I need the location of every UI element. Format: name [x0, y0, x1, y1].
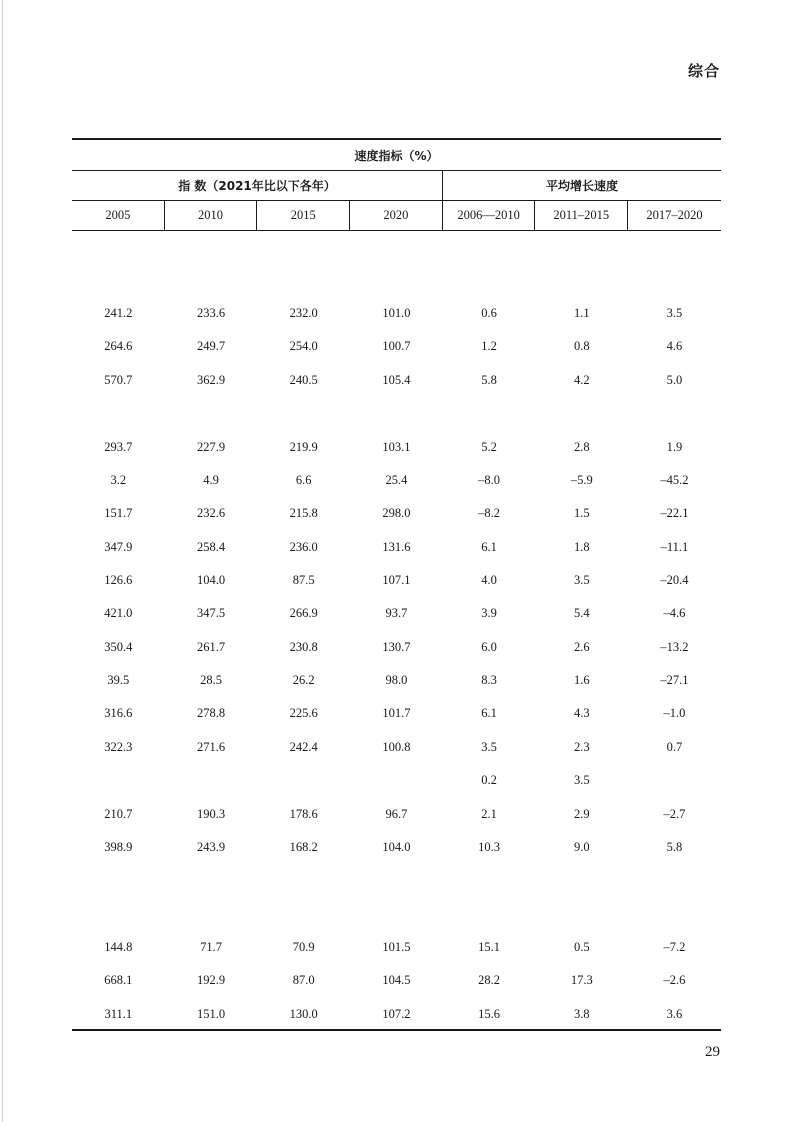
table-cell: 241.2 [104, 305, 133, 320]
table-row [72, 937, 721, 957]
table-cell: 101.7 [382, 705, 411, 720]
table-cell: 227.9 [196, 439, 226, 454]
page-edge-line [2, 0, 3, 1122]
table-cell: 4.6 [666, 338, 683, 353]
table-cell: 1.2 [481, 338, 497, 353]
table-cell: 100.8 [382, 739, 411, 754]
table-cell: 264.6 [104, 338, 133, 353]
table-cell: 28.2 [478, 972, 501, 987]
table-cell: 71.7 [200, 939, 222, 954]
table-cell: 87.5 [292, 572, 315, 587]
table-cell: 190.3 [196, 806, 226, 821]
table-cell: 6.1 [481, 705, 497, 720]
table-cell: 3.9 [481, 605, 497, 620]
growth-group-header: 平均增长速度 [545, 179, 618, 193]
table-row [72, 437, 721, 457]
table-cell: 668.1 [104, 972, 133, 987]
table-cell: 3.8 [573, 1006, 590, 1021]
table-cell: 3.2 [110, 472, 127, 487]
table-cell: 0.8 [573, 338, 590, 353]
column-group-row [72, 171, 721, 201]
table-row [72, 603, 721, 623]
table-row [72, 336, 721, 356]
table-cell: 6.1 [481, 539, 497, 554]
table-cell: 322.3 [104, 739, 133, 754]
table-title: 速度指标（%） [72, 140, 721, 171]
section-label: 综合 [687, 62, 720, 80]
table-cell [350, 770, 443, 790]
table-cell: 3.6 [666, 1006, 683, 1021]
table-cell: 126.6 [104, 572, 133, 587]
table-cell: 5.0 [666, 372, 683, 387]
column-header: 2020 [350, 201, 443, 230]
table-cell: 232.6 [196, 505, 226, 520]
table-cell: –8.2 [478, 505, 501, 520]
table-cell: 316.6 [104, 705, 133, 720]
index-group-header: 指 数（2021年比以下各年） [72, 171, 443, 200]
table-cell: 347.9 [104, 539, 133, 554]
table-cell: 6.0 [481, 639, 497, 654]
table-cell: 100.7 [382, 338, 411, 353]
table-cell: 3.5 [666, 305, 683, 320]
table-cell: 3.5 [481, 739, 497, 754]
table-cell: 240.5 [289, 372, 318, 387]
table-cell: 261.7 [196, 639, 226, 654]
table-cell: 130.0 [289, 1006, 318, 1021]
table-cell: 101.5 [382, 939, 411, 954]
table-cell: 347.5 [196, 605, 226, 620]
table-cell: 271.6 [196, 739, 226, 754]
table-row [72, 804, 721, 824]
table-cell: 151.7 [104, 505, 133, 520]
table-cell: 4.3 [573, 705, 590, 720]
table-cell: 168.2 [289, 839, 318, 854]
table-cell: 5.2 [481, 439, 497, 454]
table-cell: 104.0 [382, 839, 411, 854]
table-cell: 5.4 [573, 605, 590, 620]
table-cell: 570.7 [104, 372, 133, 387]
table-cell: 105.4 [382, 372, 411, 387]
table-row [72, 770, 721, 790]
table-cell: 242.4 [289, 739, 318, 754]
table-cell: –4.6 [663, 605, 686, 620]
table-cell: 2.6 [573, 639, 590, 654]
table-cell: 107.2 [382, 1006, 411, 1021]
column-header: 2005 [72, 201, 165, 230]
table-cell: 3.5 [573, 772, 590, 787]
table-cell: 293.7 [104, 439, 133, 454]
table-row [72, 670, 721, 690]
table-cell: 2.9 [573, 806, 590, 821]
table-cell: 8.3 [481, 672, 497, 687]
table-cell: 178.6 [289, 806, 318, 821]
table-cell: –20.4 [660, 572, 689, 587]
table-cell [165, 770, 258, 790]
table-cell: 2.8 [573, 439, 590, 454]
table-cell: 210.7 [104, 806, 133, 821]
table-cell: –2.7 [663, 806, 686, 821]
table-cell [257, 770, 350, 790]
table-cell: 10.3 [478, 839, 501, 854]
table-cell: –45.2 [660, 472, 689, 487]
table-row [72, 503, 721, 523]
table-cell: –1.0 [663, 705, 686, 720]
column-header: 2015 [257, 201, 350, 230]
table-cell [628, 770, 721, 790]
column-header: 2006—2010 [443, 201, 536, 230]
table-row [72, 1004, 721, 1024]
table-cell: 104.5 [382, 972, 411, 987]
table-cell: 3.5 [573, 572, 590, 587]
table-cell: 232.0 [289, 305, 318, 320]
table-cell: –22.1 [660, 505, 689, 520]
table-cell: 96.7 [385, 806, 408, 821]
table-row [72, 303, 721, 323]
column-header: 2017–2020 [646, 208, 703, 222]
table-cell: 192.9 [196, 972, 226, 987]
table-cell: –2.6 [663, 972, 686, 987]
table-cell: 278.8 [196, 705, 226, 720]
table-cell: 103.1 [382, 439, 411, 454]
table-cell: 1.5 [573, 505, 590, 520]
table-cell: 131.6 [382, 539, 411, 554]
table-cell: 398.9 [104, 839, 133, 854]
table-cell: 4.2 [573, 372, 590, 387]
column-header: 2011–2015 [535, 201, 628, 230]
table-cell: 0.6 [481, 305, 497, 320]
table-cell: 0.7 [666, 739, 683, 754]
data-table-header [72, 138, 721, 231]
table-cell: –7.2 [663, 939, 686, 954]
table-row [72, 837, 721, 857]
table-cell: 1.9 [666, 439, 683, 454]
table-cell: 130.7 [382, 639, 411, 654]
table-bottom-rule [72, 1029, 721, 1031]
table-cell: 362.9 [196, 372, 226, 387]
table-cell: 249.7 [196, 338, 226, 353]
table-row [72, 703, 721, 723]
table-cell: 17.3 [570, 972, 593, 987]
table-row [72, 570, 721, 590]
table-cell: 2.1 [481, 806, 497, 821]
table-cell: 15.1 [478, 939, 501, 954]
table-cell: 9.0 [573, 839, 590, 854]
table-cell: 87.0 [292, 972, 315, 987]
table-cell: 144.8 [104, 939, 133, 954]
table-cell: 26.2 [292, 672, 315, 687]
table-cell: 236.0 [289, 539, 318, 554]
table-cell: 6.6 [295, 472, 312, 487]
table-cell: 2.3 [573, 739, 590, 754]
table-cell: 4.0 [481, 572, 497, 587]
table-cell: 1.8 [573, 539, 590, 554]
table-cell: 258.4 [196, 539, 226, 554]
table-cell: 215.8 [289, 505, 318, 520]
table-cell: 39.5 [107, 672, 130, 687]
table-row [72, 970, 721, 990]
table-cell: 298.0 [382, 505, 411, 520]
table-cell: 219.9 [289, 439, 318, 454]
table-cell: 254.0 [289, 338, 318, 353]
table-cell: 104.0 [196, 572, 226, 587]
table-cell: 5.8 [481, 372, 497, 387]
table-cell: 0.5 [573, 939, 590, 954]
table-cell: 98.0 [385, 672, 408, 687]
column-header: 2010 [165, 201, 258, 230]
table-cell: 0.2 [481, 772, 497, 787]
table-cell: 421.0 [104, 605, 133, 620]
table-cell: 233.6 [196, 305, 226, 320]
table-cell: 230.8 [289, 639, 318, 654]
page-number: 29 [705, 1044, 720, 1060]
table-cell: 101.0 [382, 305, 411, 320]
table-cell: 311.1 [104, 1006, 133, 1021]
table-cell: 4.9 [203, 472, 219, 487]
table-cell: –11.1 [660, 539, 689, 554]
table-cell: –5.9 [570, 472, 593, 487]
table-cell: 28.5 [200, 672, 222, 687]
table-cell: 1.1 [573, 305, 590, 320]
table-row [72, 370, 721, 390]
column-header-row [72, 201, 721, 231]
table-row [72, 637, 721, 657]
table-cell: 151.0 [196, 1006, 226, 1021]
table-row [72, 470, 721, 490]
table-cell: 1.6 [573, 672, 590, 687]
table-cell: 93.7 [385, 605, 408, 620]
table-cell: 5.8 [666, 839, 683, 854]
table-cell: 25.4 [385, 472, 408, 487]
table-cell: –27.1 [660, 672, 689, 687]
table-cell: –13.2 [660, 639, 689, 654]
table-cell: 70.9 [292, 939, 315, 954]
table-cell: 266.9 [289, 605, 318, 620]
table-cell: 243.9 [196, 839, 226, 854]
table-cell: 225.6 [289, 705, 318, 720]
table-cell: –8.0 [478, 472, 501, 487]
table-row [72, 537, 721, 557]
table-row [72, 737, 721, 757]
table-cell: 15.6 [478, 1006, 501, 1021]
table-cell [72, 770, 165, 790]
table-cell: 350.4 [104, 639, 133, 654]
table-cell: 107.1 [382, 572, 411, 587]
